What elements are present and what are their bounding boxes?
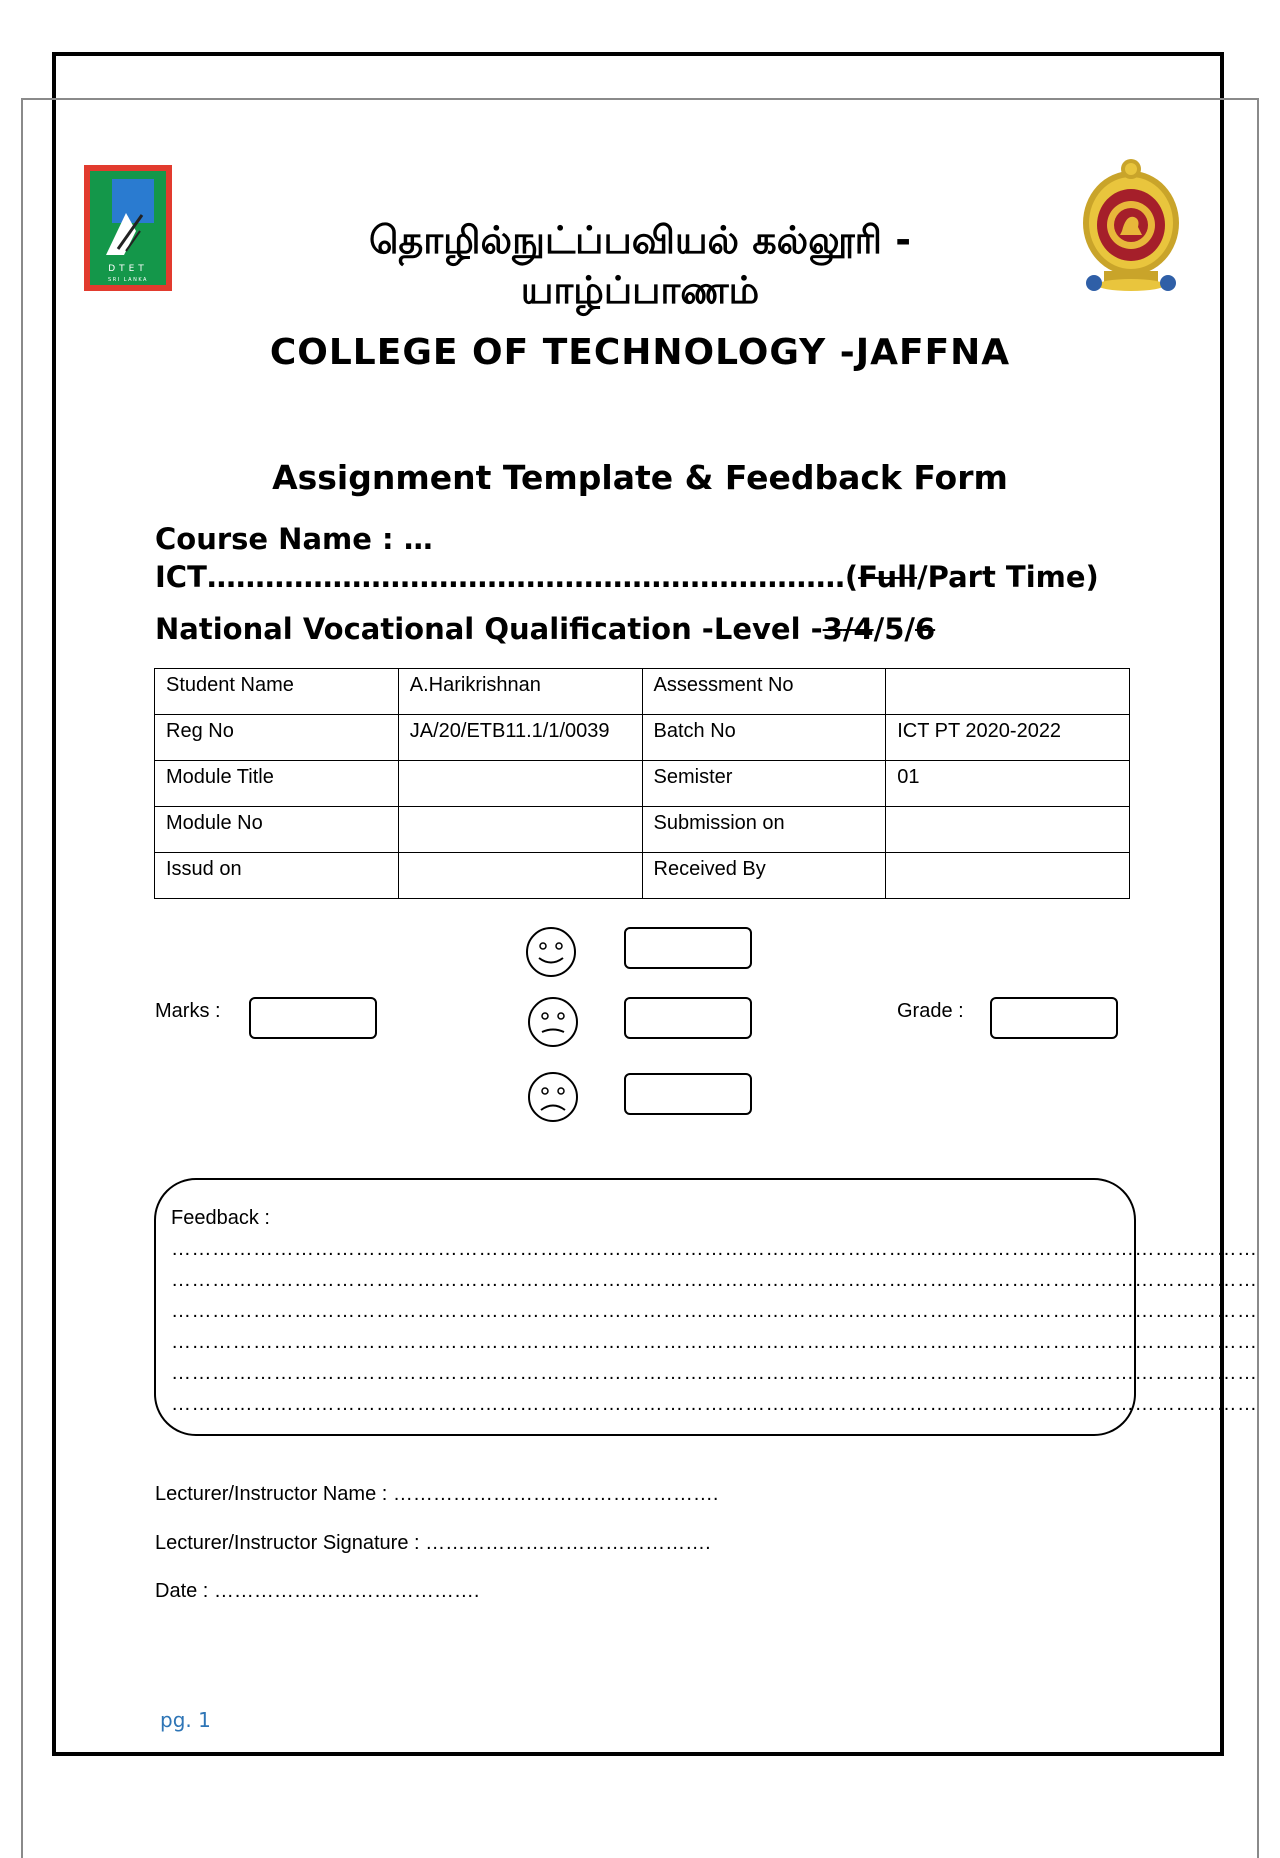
course-part-time: /Part Time) bbox=[917, 560, 1099, 594]
nvq-prefix: National Vocational Qualification -Level - bbox=[155, 612, 823, 646]
course-value bbox=[155, 558, 1099, 596]
table-cell: Assessment No bbox=[642, 669, 886, 715]
course-name bbox=[155, 520, 1099, 596]
sad-face-icon bbox=[526, 1070, 580, 1124]
table-cell: Module No bbox=[155, 807, 399, 853]
grade-label: Grade : bbox=[897, 1000, 964, 1022]
table-cell bbox=[398, 761, 642, 807]
feedback-line: …………………………………………………………………………………………………………………………………………… bbox=[171, 1331, 1258, 1353]
logo-text: DTET bbox=[108, 264, 148, 274]
happy-face-icon bbox=[524, 925, 578, 979]
nvq-level-5: /5/ bbox=[873, 612, 915, 646]
feedback-box[interactable] bbox=[154, 1178, 1258, 1436]
table-cell: Submission on bbox=[642, 807, 886, 853]
table-cell: Semister bbox=[642, 761, 886, 807]
happy-score-box[interactable] bbox=[624, 927, 752, 969]
table-cell bbox=[886, 853, 1130, 899]
course-label: Course Name : … bbox=[155, 522, 433, 556]
lecturer-name-line: Lecturer/Instructor Name : …………………………………………. bbox=[155, 1483, 719, 1505]
table-cell: JA/20/ETB11.1/1/0039 bbox=[398, 715, 642, 761]
course-full-struck: Full bbox=[858, 560, 918, 594]
course-dots: ICT…………………………………………………………( bbox=[155, 560, 859, 594]
logo-subtext: SRI LANKA bbox=[108, 277, 148, 283]
table-row bbox=[155, 669, 1130, 715]
table-row bbox=[155, 807, 1130, 853]
table-row bbox=[155, 853, 1130, 899]
table-cell: Issud on bbox=[155, 853, 399, 899]
nvq-level-3-struck: 3 bbox=[822, 612, 843, 646]
sad-score-box[interactable] bbox=[624, 1073, 752, 1115]
college-title-tamil bbox=[240, 215, 1040, 315]
neutral-face-icon bbox=[526, 995, 580, 1049]
table-cell: Student Name bbox=[155, 669, 399, 715]
page-number: pg. 1 bbox=[160, 1708, 211, 1732]
form-title: Assignment Template & Feedback Form bbox=[272, 458, 1008, 497]
sri-lanka-emblem bbox=[1080, 155, 1182, 297]
lecturer-signature-line: Lecturer/Instructor Signature : ……………………………………. bbox=[155, 1532, 711, 1554]
table-row bbox=[155, 715, 1130, 761]
marks-label: Marks : bbox=[155, 1000, 221, 1022]
neutral-score-box[interactable] bbox=[624, 997, 752, 1039]
table-cell: Received By bbox=[642, 853, 886, 899]
feedback-line: …………………………………………………………………………………………………………………………………………… bbox=[171, 1238, 1258, 1260]
table-cell: 01 bbox=[886, 761, 1130, 807]
table-cell: A.Harikrishnan bbox=[398, 669, 642, 715]
dtet-logo bbox=[84, 165, 172, 291]
college-title-tamil-line1: தொழில்நுட்ப்பவியல் கல்லூரி - bbox=[368, 218, 912, 262]
college-title-english: COLLEGE OF TECHNOLOGY -JAFFNA bbox=[269, 332, 1011, 373]
table-cell: Module Title bbox=[155, 761, 399, 807]
date-line: Date : …………………………………. bbox=[155, 1580, 480, 1602]
table-cell bbox=[398, 853, 642, 899]
table-cell bbox=[886, 669, 1130, 715]
nvq-level bbox=[155, 612, 935, 646]
table-cell: ICT PT 2020-2022 bbox=[886, 715, 1130, 761]
table-cell bbox=[886, 807, 1130, 853]
table-cell bbox=[398, 807, 642, 853]
assessment-info-table bbox=[154, 668, 1130, 899]
marks-box[interactable] bbox=[249, 997, 377, 1039]
table-cell: Batch No bbox=[642, 715, 886, 761]
feedback-line: …………………………………………………………………………………………………………………………………………… bbox=[171, 1300, 1258, 1322]
feedback-line: …………………………………………………………………………………………………………………………………………… bbox=[171, 1362, 1258, 1384]
college-title-tamil-line2: யாழ்ப்பாணம் bbox=[520, 268, 760, 312]
feedback-title: Feedback : bbox=[171, 1207, 270, 1229]
table-row bbox=[155, 761, 1130, 807]
feedback-line: …………………………………………………………………………………………………………………………………………… bbox=[171, 1393, 1258, 1415]
grade-box[interactable] bbox=[990, 997, 1118, 1039]
nvq-level-6-struck: 6 bbox=[914, 612, 936, 646]
table-cell: Reg No bbox=[155, 715, 399, 761]
feedback-line: …………………………………………………………………………………………………………………………………………… bbox=[171, 1269, 1258, 1291]
nvq-level-4-struck: /4 bbox=[842, 612, 874, 646]
